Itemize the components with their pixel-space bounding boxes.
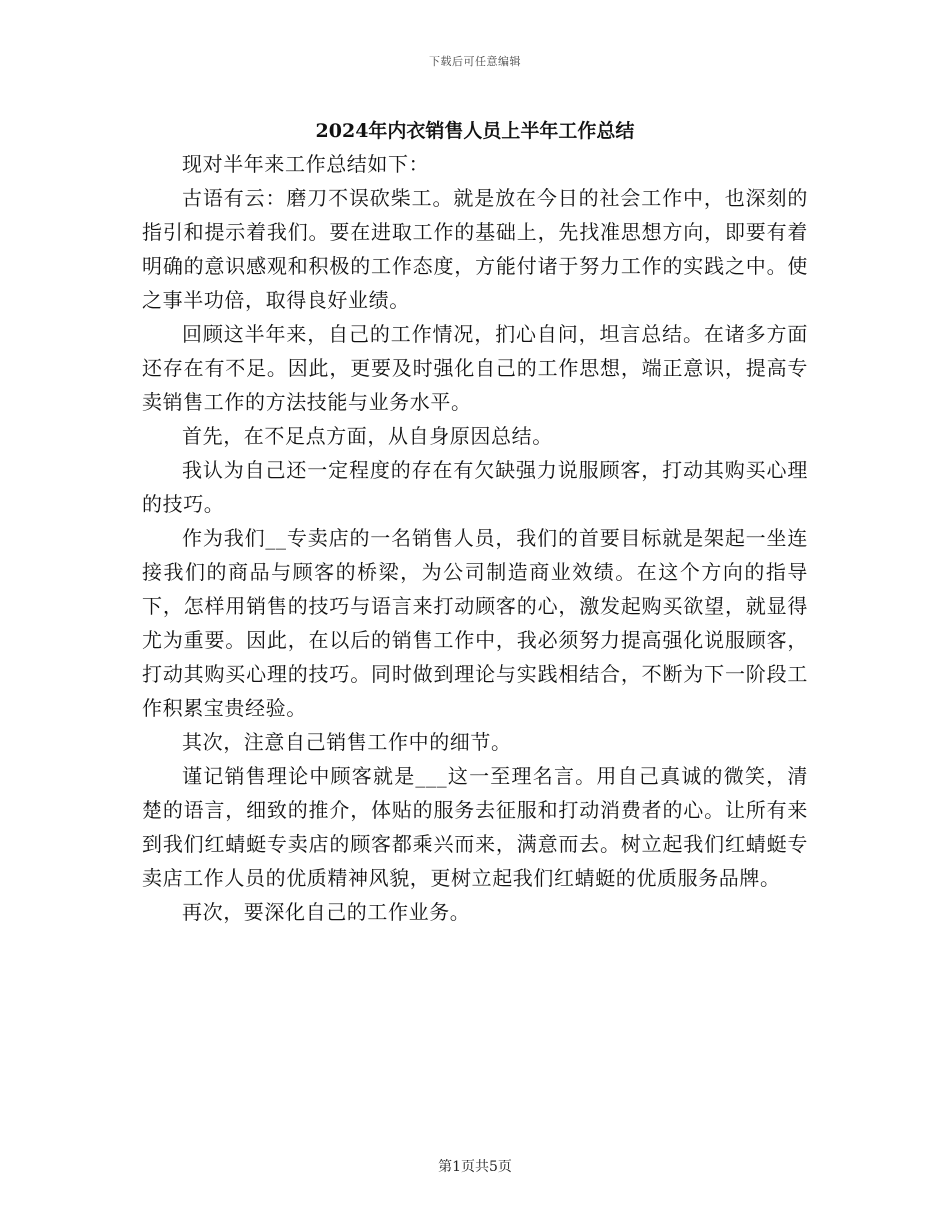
paragraph-first-point: 首先，在不足点方面，从自身原因总结。 bbox=[182, 424, 553, 448]
paragraph-intro: 现对半年来工作总结如下： bbox=[182, 152, 430, 176]
paragraph-proverb: 古语有云：磨刀不误砍柴工。就是放在今日的社会工作中，也深刻的指引和提示着我们。要在进取工作的基础上，先找准思想方向，即要有着明确的意识感观和积极的工作态度，方能付诸于努力工作的实践之中。使之事半功倍，取得良好业绩。 bbox=[142, 186, 808, 312]
page-number: 第1页共5页 bbox=[438, 1159, 512, 1175]
paragraph-role: 作为我们__专卖店的一名销售人员，我们的首要目标就是架起一坐连接我们的商品与顾客的桥梁，为公司制造商业效绩。在这个方向的指导下，怎样用销售的技巧与语言来打动顾客的心，激发起购买欲望，就显得尤为重要。因此，在以后的销售工作中，我必须努力提高强化说服顾客，打动其购买心理的技巧。同时做到理论与实践相结合，不断为下一阶段工作积累宝贵经验。 bbox=[142, 526, 808, 720]
paragraph-review: 回顾这半年来，自己的工作情况，扪心自问，坦言总结。在诸多方面还存在有不足。因此，更要及时强化自己的工作思想，端正意识，提高专卖销售工作的方法技能与业务水平。 bbox=[142, 322, 808, 414]
paragraph-self-assessment: 我认为自己还一定程度的存在有欠缺强力说服顾客，打动其购买心理的技巧。 bbox=[142, 458, 808, 516]
document-body bbox=[142, 147, 808, 929]
paragraph-service: 谨记销售理论中顾客就是___这一至理名言。用自己真诚的微笑，清楚的语言，细致的推介，体贴的服务去征服和打动消费者的心。让所有来到我们红蜻蜓专卖店的顾客都乘兴而来，满意而去。树立起我们红蜻蜓专卖店工作人员的优质精神风貌，更树立起我们红蜻蜓的优质服务品牌。 bbox=[142, 764, 808, 890]
paragraph-second-point: 其次，注意自己销售工作中的细节。 bbox=[182, 730, 512, 754]
page-header-note: 下载后可任意编辑 bbox=[429, 55, 521, 68]
document-title: 2024年内衣销售人员上半年工作总结 bbox=[315, 120, 635, 142]
paragraph-third-point: 再次，要深化自己的工作业务。 bbox=[182, 900, 471, 924]
